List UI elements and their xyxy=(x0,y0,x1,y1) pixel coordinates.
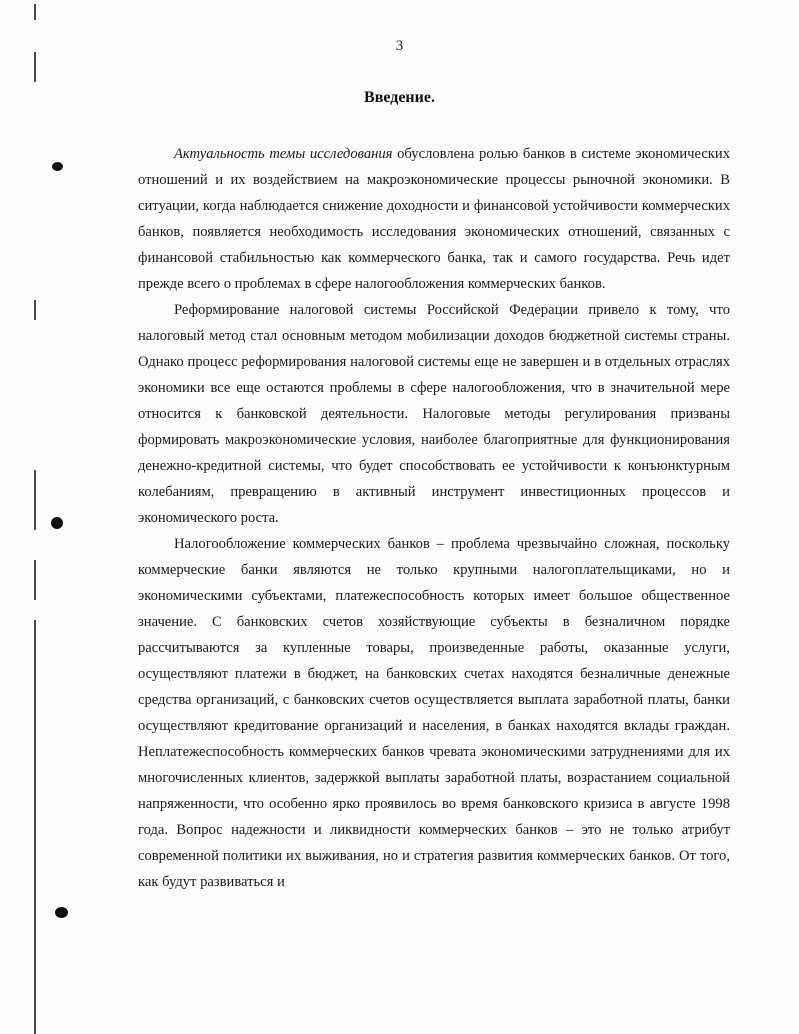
hole-punch-mark xyxy=(55,907,68,918)
paragraph-1 xyxy=(138,141,730,297)
paragraph-1-text: обусловлена ролью банков в системе экономических отношений и их воздействием на макроэкономические процессы рыночной экономики. В ситуации, когда наблюдается снижение доходности и финансовой устойчивости коммерческих банков, появляется необходимость исследования экономических отношений, связанных с финансовой стабильностью как коммерческого банка, так и самого государства. Речь идет прежде всего о проблемах в сфере налогообложения коммерческих банков. xyxy=(138,146,730,292)
hole-punch-mark xyxy=(51,517,63,529)
paragraph-3-text: Налогообложение коммерческих банков – проблема чрезвычайно сложная, поскольку коммерческие банки являются не только крупными налогоплательщиками, но и экономическими субъектами, платежеспособность которых имеет большое общественное значение. С банковских счетов хозяйствующие субъекты в безналичном порядке рассчитываются за купленные товары, произведенные работы, оказанные услуги, осуществляют платежи в бюджет, на банковских счетах находятся безналичные денежные средства организаций, с банковских счетов осуществляется выплата заработной платы, банки осуществляют кредитование организаций и населения, в банках находятся вклады граждан. Неплатежеспособность коммерческих банков чревата экономическими затруднениями для их многочисленных клиентов, задержкой выплаты заработной платы, возрастанием социальной напряженности, что особенно ярко проявилось во время банковского кризиса в августе 1998 года. Вопрос надежности и ликвидности коммерческих банков – это не только атрибут современной политики их выживания, но и стратегия развития коммерческих банков. От того, как будут развиваться и xyxy=(138,536,730,890)
page-number: 3 xyxy=(395,38,404,54)
hole-punch-mark xyxy=(52,162,63,171)
section-heading: Введение. xyxy=(364,89,435,106)
scan-edge-mark xyxy=(34,52,36,82)
scan-edge-mark xyxy=(34,4,36,20)
paragraph-2-text: Реформирование налоговой системы Российской Федерации привело к тому, что налоговый метод стал основным методом мобилизации доходов бюджетной системы страны. Однако процесс реформирования налоговой системы еще не завершен и в отдельных отраслях экономики все еще остаются проблемы в сфере налогообложения, что в значительной мере относится к банковской деятельности. Налоговые методы регулирования призваны формировать макроэкономические условия, наиболее благоприятные для функционирования денежно-кредитной системы, что будет способствовать ее устойчивости к конъюнктурным колебаниям, превращению в активный инструмент инвестиционных процессов и экономического роста. xyxy=(138,302,730,526)
scan-edge-mark xyxy=(34,300,36,320)
scan-edge-mark xyxy=(34,560,36,600)
body-text xyxy=(138,141,730,895)
scan-edge-mark xyxy=(34,620,36,1034)
scan-edge-mark xyxy=(34,470,36,530)
paragraph-3 xyxy=(138,531,730,895)
paragraph-2 xyxy=(138,297,730,531)
paragraph-1-lead: Актуальность темы исследования xyxy=(174,146,393,162)
